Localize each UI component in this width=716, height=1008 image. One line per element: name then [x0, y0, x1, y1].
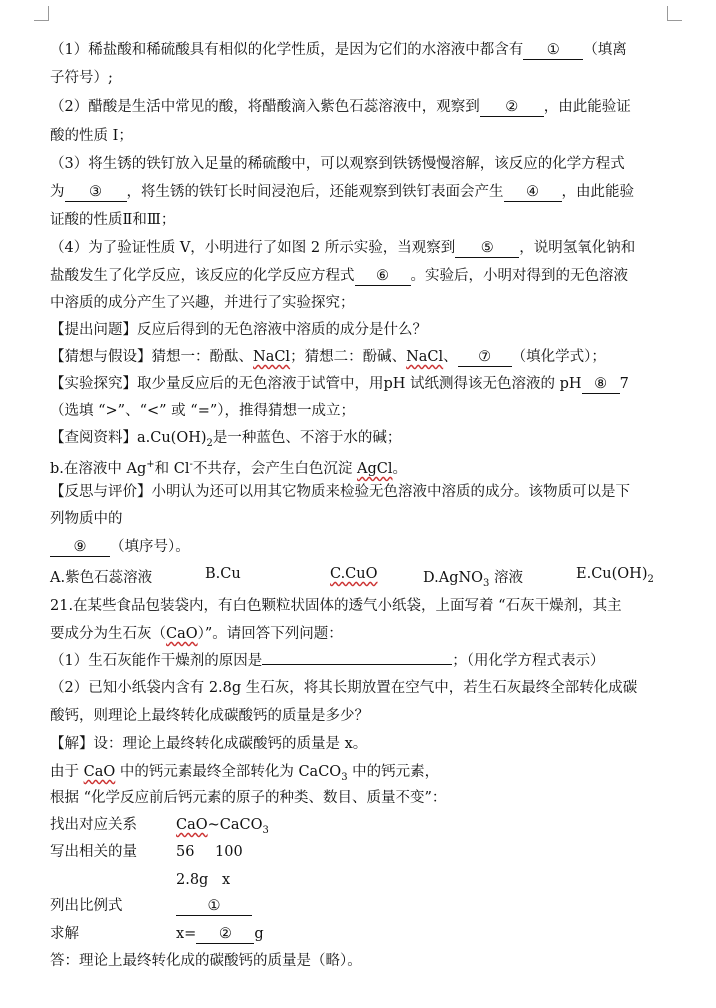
- blank-equation[interactable]: [262, 664, 452, 665]
- calc-relation: CaO~CaCO$_3$: [176, 817, 269, 836]
- crop-mark-right: [667, 6, 682, 21]
- calc-solve-label: 求解: [50, 926, 79, 942]
- q21-sub1: （1）生石灰能作干燥剂的原因是 ；（用化学方程式表示）: [50, 653, 605, 669]
- blank-6[interactable]: ⑥: [355, 267, 411, 286]
- calc-proportion-label: 列出比例式: [50, 898, 123, 914]
- q20-reflection-line1: 【反思与评价】小明认为还可以用其它物质来检验无色溶液中溶质的成分。该物质可以是下: [50, 484, 630, 500]
- calc-quantity-100: 100: [215, 844, 243, 860]
- q21-answer: 答：理论上最终转化成的碳酸钙的质量是（略）。: [50, 953, 362, 969]
- q20-part4-line2: 盐酸发生了化学反应，该反应的化学反应方程式 ⑥ 。实验后，小明对得到的无色溶液: [50, 268, 628, 284]
- q20-part2-line2: 酸的性质 I；: [50, 128, 133, 144]
- calc-quantity-label: 写出相关的量: [50, 844, 137, 860]
- q20-experiment-line1: 【实验探究】取少量反应后的无色溶液于试管中，用pH 试纸测得该无色溶液的 pH ⑧ 7: [50, 376, 629, 392]
- q20-experiment-line2: （选填 “>”、“<” 或 “=”），推得猜想一成立；: [50, 403, 356, 419]
- q20-part3-line3: 证酸的性质Ⅱ和Ⅲ；: [50, 212, 176, 228]
- calc-relation-label: 找出对应关系: [50, 817, 137, 833]
- blank-7[interactable]: ⑦: [458, 348, 512, 367]
- q20-part1-line2: 子符号）;: [50, 70, 113, 86]
- q20-reference-a: 【查阅资料】$a.Cu(OH)_2$是一种蓝色、不溶于水的碱；: [50, 430, 402, 449]
- option-c: C.CuO: [330, 566, 378, 582]
- q20-part4-line1: （4）为了验证性质 V，小明进行了如图 2 所示实验，当观察到 ⑤ ，说明氢氧化钠和: [50, 240, 636, 256]
- q21-sub2-line2: 酸钙，则理论上最终转化成碳酸钙的质量是多少？: [50, 708, 369, 724]
- q20-part2-line1: （2）醋酸是生活中常见的酸，将醋酸滴入紫色石蕊溶液中，观察到 ② ，由此能验证: [50, 99, 631, 115]
- q20-part4-line3: 中溶质的成分产生了兴趣，并进行了实验探究；: [50, 295, 355, 311]
- blank-1[interactable]: ①: [523, 41, 583, 60]
- blank-2[interactable]: ②: [480, 98, 544, 117]
- q21-stem-line1: 21.在某些食品包装袋内，有白色颗粒状固体的透气小纸袋，上面写着 “石灰干燥剂，其主: [50, 598, 622, 614]
- option-d: D.AgNO$_3$ 溶液: [423, 570, 524, 589]
- q21-solution: 【解】设：理论上最终转化成碳酸钙的质量是 x。: [50, 736, 368, 752]
- option-b: B.Cu: [205, 566, 241, 582]
- blank-5[interactable]: ⑤: [455, 239, 519, 258]
- q20-reflection-line2: 列物质中的: [50, 511, 123, 527]
- crop-mark-left: [34, 6, 49, 21]
- q20-reflection-line3: ⑨ （填序号）。: [50, 537, 668, 557]
- blank-4[interactable]: ④: [504, 183, 562, 202]
- blank-9[interactable]: ⑨: [50, 538, 110, 557]
- q20-part1-line1: （1）稀盐酸和稀硫酸具有相似的化学性质，是因为它们的水溶液中都含有 ① （填离: [50, 42, 627, 58]
- calc-mass-x: x: [222, 872, 231, 888]
- q20-reference-b: b.在溶液中 Ag+和 Cl-不共存，会产生白色沉淀 AgCl。: [50, 459, 407, 477]
- q21-reason-line2: 根据 “化学反应前后钙元素的原子的种类、数目、质量不变”：: [50, 790, 447, 806]
- q20-part3-line1: （3）将生锈的铁钉放入足量的稀硫酸中，可以观察到铁锈慢慢溶解，该反应的化学方程式: [50, 156, 625, 172]
- q21-reason-line1: 由于 CaO 中的钙元素最终全部转化为 CaCO$_3$ 中的钙元素，: [50, 764, 440, 783]
- option-e: $E.Cu(OH)_2$: [576, 566, 654, 585]
- blank-8[interactable]: ⑧: [582, 375, 620, 394]
- calc-quantity-56: 56: [176, 844, 195, 860]
- blank-proportion[interactable]: ①: [176, 897, 252, 916]
- option-a: A.紫色石蕊溶液: [50, 570, 153, 586]
- calc-solve: x= ② g: [176, 926, 264, 942]
- q21-stem-line2: 要成分为生石灰（CaO）”。请回答下列问题：: [50, 626, 343, 642]
- q20-part3-line2: 为 ③ ，将生锈的铁钉长时间浸泡后，还能观察到铁钉表面会产生 ④ ，由此能验: [50, 184, 634, 200]
- calc-mass-2-8g: 2.8g: [176, 872, 209, 888]
- calc-proportion: [176, 896, 252, 916]
- q20-ask: 【提出问题】反应后得到的无色溶液中溶质的成分是什么？: [50, 322, 427, 338]
- q20-guess: 【猜想与假设】猜想一：酚酞、NaCl；猜想二：酚碱、NaCl、 ⑦ （填化学式）；: [50, 349, 606, 365]
- blank-result[interactable]: ②: [196, 925, 254, 944]
- blank-3[interactable]: ③: [65, 183, 127, 202]
- q21-sub2-line1: （2）已知小纸袋内含有 2.8g 生石灰，将其长期放置在空气中，若生石灰最终全部转化成碳: [50, 680, 638, 696]
